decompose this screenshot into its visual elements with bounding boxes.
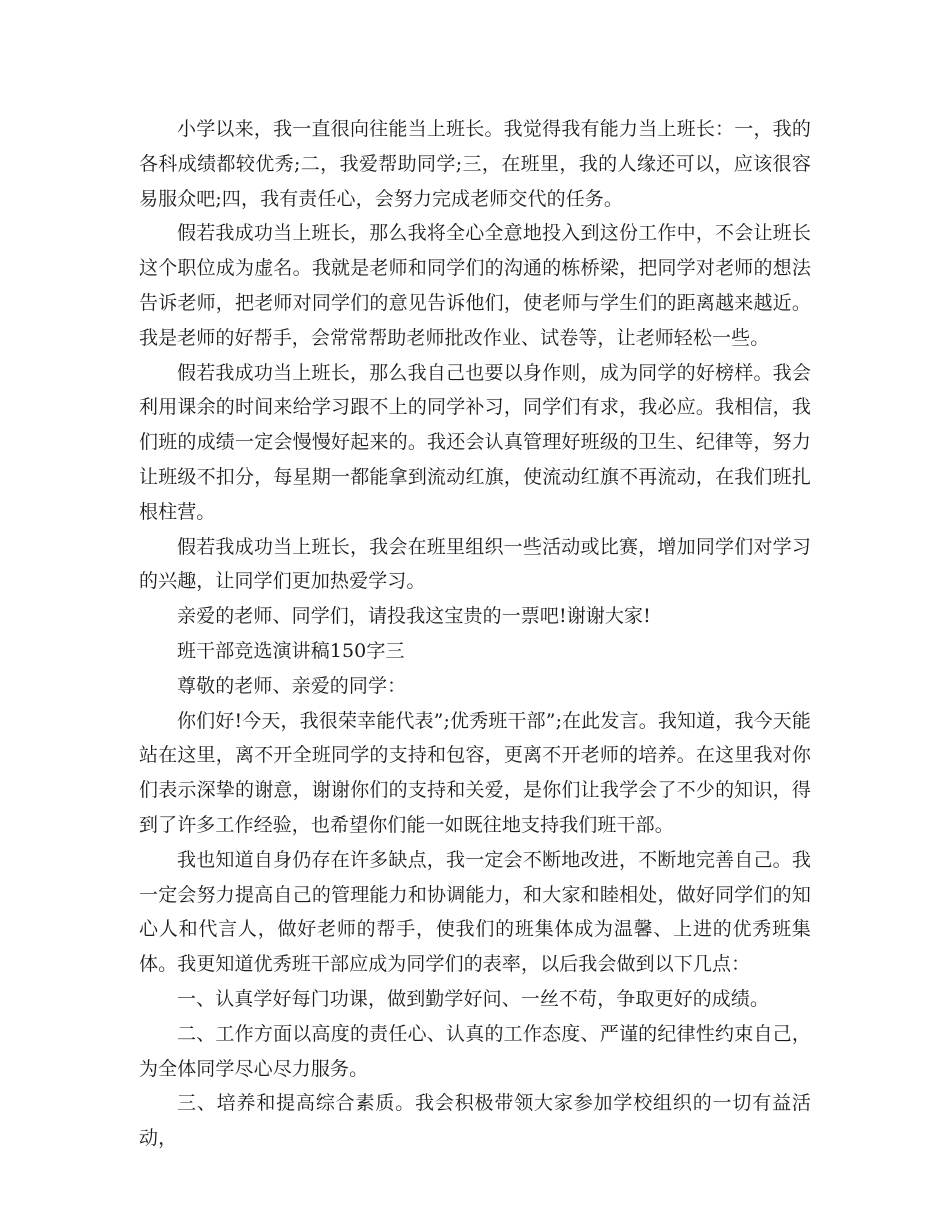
salutation: 尊敬的老师、亲爱的同学： bbox=[177, 674, 407, 697]
section-heading: 班干部竞选演讲稿150字三 bbox=[177, 639, 405, 662]
paragraph-7: 我也知道自身仍存在许多缺点，我一定会不断地改进，不断地完善自己。我一定会努力提高自己的管理能力和协调能力，和大家和睦相处，做好同学们的知心人和代言人，做好老师的帮手，使我们的班集体成为温馨、上进的优秀班集体。我更知道优秀班干部应成为同学们的表率，以后我会做到以下几点： bbox=[139, 848, 811, 976]
list-item-1: 一、认真学好每门功课，做到勤学好问、一丝不苟，争取更好的成绩。 bbox=[177, 987, 770, 1010]
list-item-3: 三、培养和提高综合素质。我会积极带领大家参加学校组织的一切有益活动， bbox=[139, 1092, 811, 1150]
paragraph-1: 小学以来，我一直很向往能当上班长。我觉得我有能力当上班长：一，我的各科成绩都较优秀;二，我爱帮助同学;三，在班里，我的人缘还可以，应该很容易服众吧;四，我有责任心，会努力完成老师交代的任务。 bbox=[139, 118, 811, 210]
paragraph-2: 假若我成功当上班长，那么我将全心全意地投入到这份工作中，不会让班长这个职位成为虚名。我就是老师和同学们的沟通的栋桥梁，把同学对老师的想法告诉老师，把老师对同学们的意见告诉他们，使老师与学生们的距离越来越近。我是老师的好帮手，会常常帮助老师批改作业、试卷等，让老师轻松一些。 bbox=[139, 222, 811, 349]
paragraph-5: 亲爱的老师、同学们，请投我这宝贵的一票吧!谢谢大家! bbox=[177, 605, 651, 628]
paragraph-3: 假若我成功当上班长，那么我自己也要以身作则，成为同学的好榜样。我会利用课余的时间来给学习跟不上的同学补习，同学们有求，我必应。我相信，我们班的成绩一定会慢慢好起来的。我还会认真管理好班级的卫生、纪律等，努力让班级不扣分，每星期一都能拿到流动红旗，使流动红旗不再流动，在我们班扎根柱营。 bbox=[139, 361, 811, 523]
paragraph-6: 你们好!今天，我很荣幸能代表”;优秀班干部”;在此发言。我知道，我今天能站在这里，离不开全班同学的支持和包容，更离不开老师的培养。在这里我对你们表示深挚的谢意，谢谢你们的支持和关爱，是你们让我学会了不少的知识，得到了许多工作经验，也希望你们能一如既往地支持我们班干部。 bbox=[139, 709, 811, 836]
paragraph-4: 假若我成功当上班长，我会在班里组织一些活动或比赛，增加同学们对学习的兴趣，让同学们更加热爱学习。 bbox=[139, 535, 811, 593]
list-item-2: 二、工作方面以高度的责任心、认真的工作态度、严谨的纪律性约束自己，为全体同学尽心尽力服务。 bbox=[139, 1022, 811, 1080]
document-body bbox=[139, 112, 811, 1156]
